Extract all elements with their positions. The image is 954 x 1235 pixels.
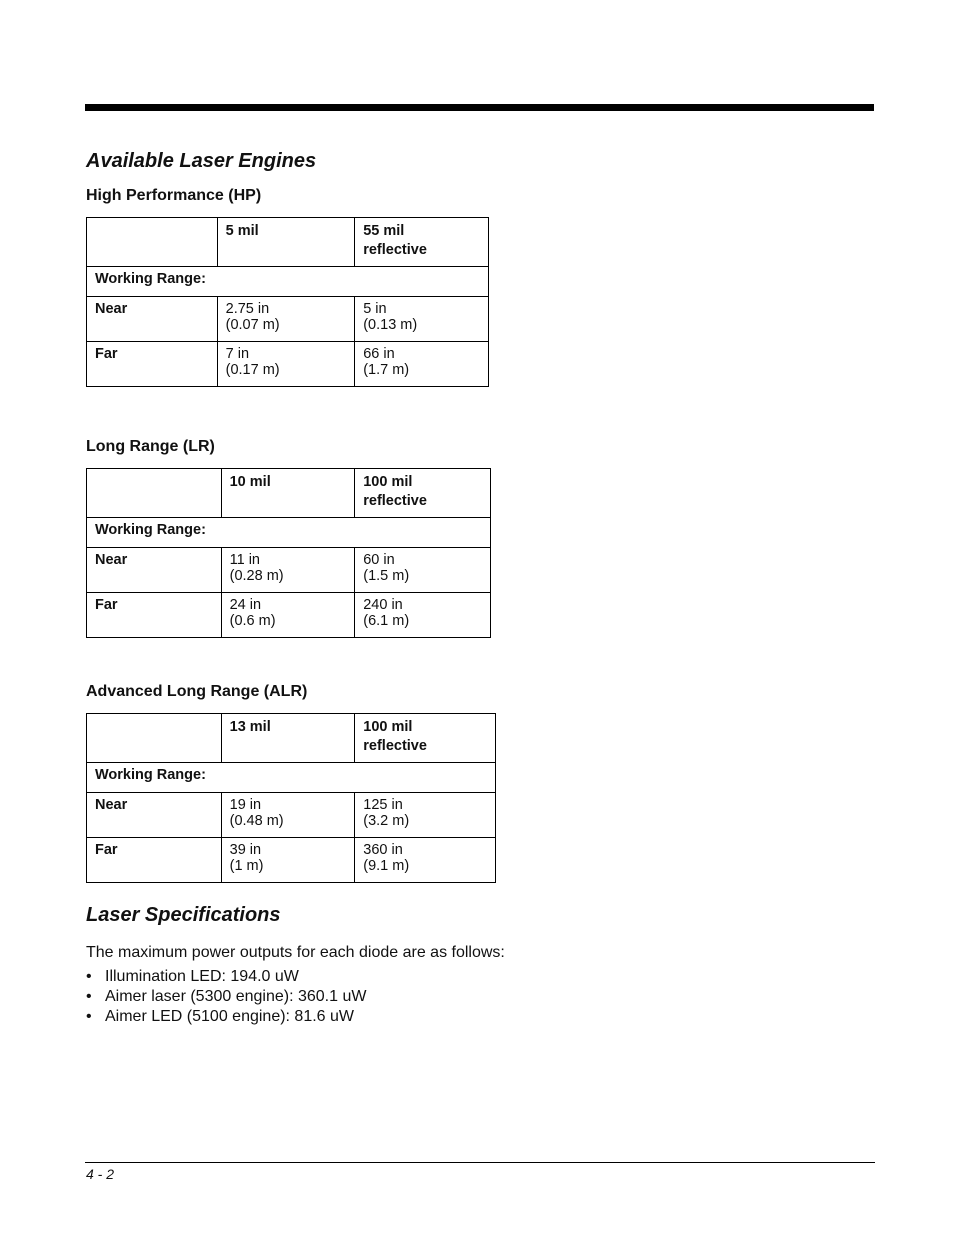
col-header-1: 10 mil	[221, 469, 355, 518]
bullet-icon: •	[86, 968, 92, 985]
table-row	[87, 838, 496, 883]
working-range-label: Working Range:	[87, 518, 491, 548]
cell-value: 39 in (1 m)	[221, 838, 355, 883]
table-header-row	[87, 469, 491, 518]
page-number: 4 - 2	[86, 1166, 115, 1182]
row-label: Far	[87, 838, 222, 883]
cell-value: 11 in (0.28 m)	[221, 548, 355, 593]
col-header-2: 55 mil reflective	[355, 218, 489, 267]
table-row	[87, 297, 489, 342]
cell-value: 60 in (1.5 m)	[355, 548, 491, 593]
working-range-row	[87, 267, 489, 297]
laser-spec-title: Laser Specifications	[86, 904, 281, 926]
hp-table	[86, 217, 489, 387]
row-label: Near	[87, 793, 222, 838]
cell-value: 5 in (0.13 m)	[355, 297, 489, 342]
power-output-list	[86, 967, 366, 1027]
table-row	[87, 793, 496, 838]
empty-cell	[87, 714, 222, 763]
row-label: Far	[87, 593, 222, 638]
bullet-icon: •	[86, 988, 92, 1005]
working-range-row	[87, 763, 496, 793]
row-label: Near	[87, 548, 222, 593]
empty-cell	[87, 469, 222, 518]
cell-value: 7 in (0.17 m)	[217, 342, 355, 387]
bullet-icon: •	[86, 1008, 92, 1025]
col-header-1: 13 mil	[221, 714, 355, 763]
cell-value: 19 in (0.48 m)	[221, 793, 355, 838]
list-item: • Aimer laser (5300 engine): 360.1 uW	[86, 988, 367, 1005]
empty-cell	[87, 218, 218, 267]
table-row	[87, 342, 489, 387]
top-rule	[85, 104, 874, 111]
table-row	[87, 548, 491, 593]
list-item: • Aimer LED (5100 engine): 81.6 uW	[86, 1008, 355, 1025]
col-header-2: 100 mil reflective	[355, 469, 491, 518]
table-heading-hp: High Performance (HP)	[86, 187, 262, 204]
laser-spec-intro: The maximum power outputs for each diode are as follows:	[86, 944, 505, 961]
table-heading-alr: Advanced Long Range (ALR)	[86, 683, 308, 700]
lr-table	[86, 468, 491, 638]
cell-value: 24 in (0.6 m)	[221, 593, 355, 638]
cell-value: 2.75 in (0.07 m)	[217, 297, 355, 342]
working-range-label: Working Range:	[87, 267, 489, 297]
cell-value: 125 in (3.2 m)	[355, 793, 496, 838]
table-header-row	[87, 218, 489, 267]
table-header-row	[87, 714, 496, 763]
alr-table	[86, 713, 496, 883]
working-range-label: Working Range:	[87, 763, 496, 793]
cell-value: 66 in (1.7 m)	[355, 342, 489, 387]
working-range-row	[87, 518, 491, 548]
col-header-2: 100 mil reflective	[355, 714, 496, 763]
section-title: Available Laser Engines	[86, 150, 317, 172]
cell-value: 360 in (9.1 m)	[355, 838, 496, 883]
cell-value: 240 in (6.1 m)	[355, 593, 491, 638]
list-item: • Illumination LED: 194.0 uW	[86, 968, 299, 985]
row-label: Near	[87, 297, 218, 342]
row-label: Far	[87, 342, 218, 387]
table-row	[87, 593, 491, 638]
table-heading-lr: Long Range (LR)	[86, 438, 215, 455]
bottom-rule	[85, 1162, 875, 1163]
col-header-1: 5 mil	[217, 218, 355, 267]
